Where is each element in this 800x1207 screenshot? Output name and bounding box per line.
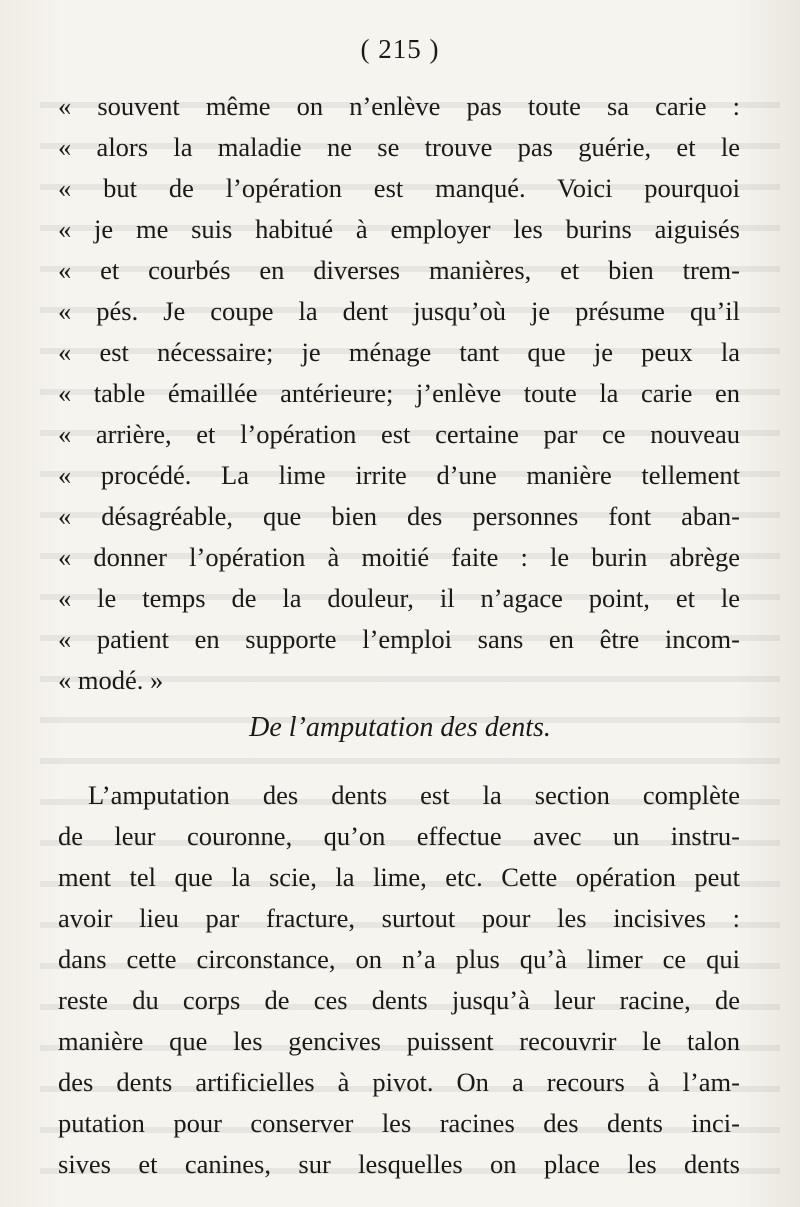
text-line: des dents artificielles à pivot. On a recours à l’am- [58,1067,740,1097]
text-line: « est nécessaire; je ménage tant que je peux la [58,337,740,367]
quoted-paragraph [58,86,740,701]
text-line: « le temps de la douleur, il n’agace point, et le [58,583,740,613]
text-line: ment tel que la scie, la lime, etc. Cette opération peut [58,862,740,892]
text-line: « arrière, et l’opération est certaine par ce nouveau [58,419,740,449]
text-line: sives et canines, sur lesquelles on place les dents [58,1149,740,1179]
text-line: avoir lieu par fracture, surtout pour les incisives : [58,903,740,933]
section-heading: De l’amputation des dents. [249,712,551,743]
text-line: reste du corps de ces dents jusqu’à leur racine, de [58,985,740,1015]
text-line: L’amputation des dents est la section complète [88,780,740,810]
text-line: « je me suis habitué à employer les burins aiguisés [58,214,740,244]
text-line: « donner l’opération à moitié faite : le burin abrège [58,542,740,572]
text-line: dans cette circonstance, on n’a plus qu’à limer ce qui [58,944,740,974]
text-line: manière que les gencives puissent recouvrir le talon [58,1026,740,1056]
text-line: putation pour conserver les racines des dents inci- [58,1108,740,1138]
text-line: « pés. Je coupe la dent jusqu’où je présume qu’il [58,296,740,326]
text-line: « désagréable, que bien des personnes font aban- [58,501,740,531]
text-line: « alors la maladie ne se trouve pas guérie, et le [58,132,740,162]
text-line: « modé. » [58,665,164,695]
text-line: « but de l’opération est manqué. Voici pourquoi [58,173,740,203]
body-paragraph [58,775,740,1185]
text-line: « souvent même on n’enlève pas toute sa carie : [58,91,740,121]
text-line: « table émaillée antérieure; j’enlève toute la carie en [58,378,740,408]
text-line: de leur couronne, qu’on effectue avec un instru- [58,821,740,851]
page-number: ( 215 ) [360,34,440,64]
text-line: « patient en supporte l’emploi sans en être incom- [58,624,740,654]
text-line: « procédé. La lime irrite d’une manière tellement [58,460,740,490]
text-line: « et courbés en diverses manières, et bien trem- [58,255,740,285]
